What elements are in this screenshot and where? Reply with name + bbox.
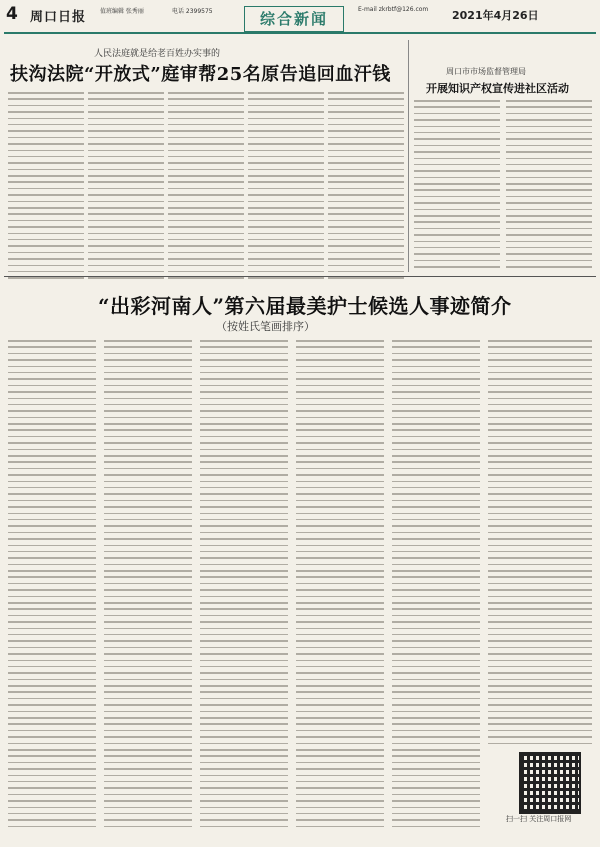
editor-info: 值班编辑 张秀丽 xyxy=(100,8,144,15)
side-story-headline: 开展知识产权宣传进社区活动 xyxy=(426,82,569,95)
masthead-rule xyxy=(4,32,596,34)
feature-col-3 xyxy=(200,340,288,832)
qr-label: 扫一扫 关注周口报网 xyxy=(506,815,572,823)
section-title: 综合新闻 xyxy=(244,6,344,32)
feature-headline: “出彩河南人”第六届最美护士候选人事迹简介 xyxy=(98,294,512,318)
top-story-col-5 xyxy=(328,92,404,284)
email-info: E-mail zkrbtf@126.com xyxy=(358,6,429,13)
qr-code[interactable] xyxy=(519,752,581,814)
paper-name: 周口日报 xyxy=(30,10,87,25)
feature-byline: （按姓氏笔画排序） xyxy=(216,320,315,333)
top-story-headline: 扶沟法院“开放式”庭审帮25名原告追回血汗钱 xyxy=(10,64,391,85)
feature-col-1 xyxy=(8,340,96,832)
top-story-col-3 xyxy=(168,92,244,284)
side-story-col-1 xyxy=(414,100,500,273)
top-story-kicker: 人民法庭就是给老百姓办实事的 xyxy=(94,49,221,59)
column-divider xyxy=(408,40,409,272)
feature-col-5 xyxy=(392,340,480,832)
top-story-col-2 xyxy=(88,92,164,284)
masthead xyxy=(0,0,600,36)
top-story-col-4 xyxy=(248,92,324,284)
top-story-col-1 xyxy=(8,92,84,284)
feature-col-6 xyxy=(488,340,592,749)
side-story-byline: 周口市市场监督管理局 xyxy=(446,67,526,76)
page-number: 4 xyxy=(6,4,18,24)
phone-info: 电话 2399575 xyxy=(172,8,213,15)
feature-col-2 xyxy=(104,340,192,832)
side-story-col-2 xyxy=(506,100,592,273)
feature-col-4 xyxy=(296,340,384,832)
section-divider xyxy=(4,276,596,277)
issue-date: 2021年4月26日 xyxy=(452,9,539,22)
